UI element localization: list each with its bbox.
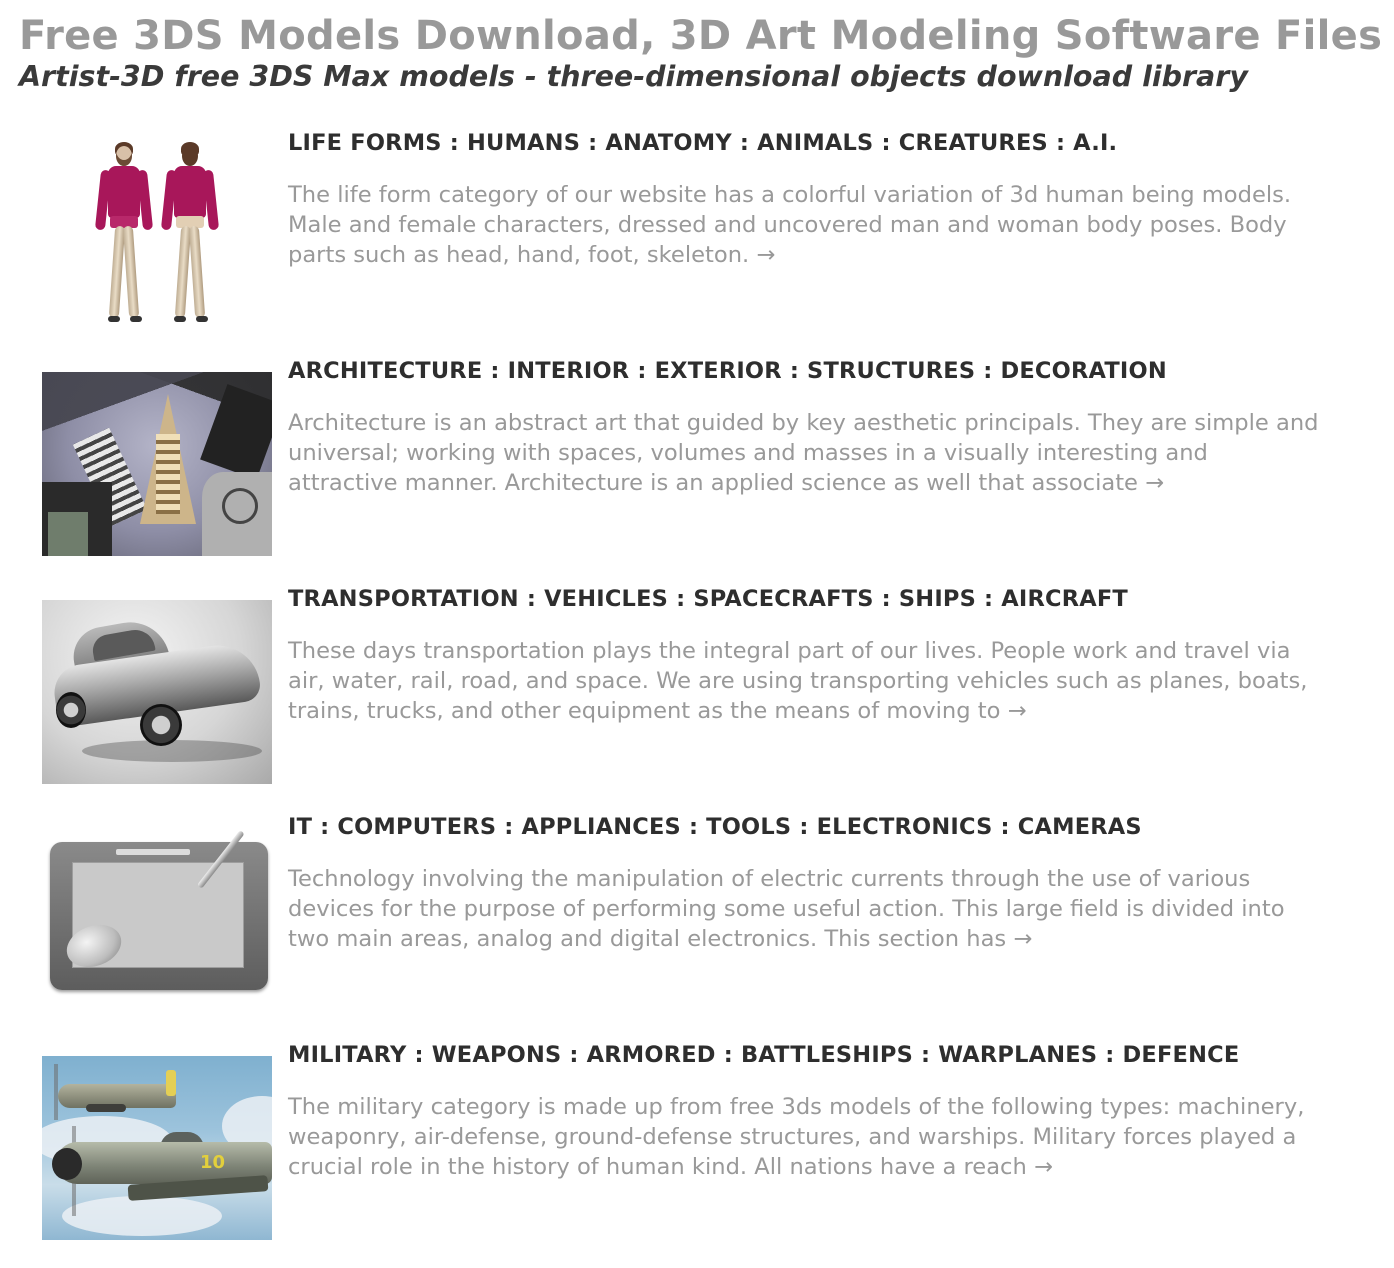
female-figure-back-icon <box>160 138 220 328</box>
category-description <box>288 1092 1392 1182</box>
category-heading-link[interactable]: IT : COMPUTERS : APPLIANCES : TOOLS : ELECTRONICS : CAMERAS <box>288 814 1142 840</box>
architecture-thumbnail[interactable] <box>42 372 272 556</box>
description-line: attractive manner. Architecture is an applied science as well that associate <box>288 470 1138 496</box>
read-more-arrow-icon[interactable]: → <box>1007 698 1027 724</box>
description-line: trains, trucks, and other equipment as the means of moving to <box>288 698 1001 724</box>
site-title: Free 3DS Models Download, 3D Art Modeling Software Files <box>19 13 1383 59</box>
description-line: parts such as head, hand, foot, skeleton. <box>288 242 750 268</box>
it-thumbnail[interactable] <box>42 822 272 1002</box>
category-heading-link[interactable]: LIFE FORMS : HUMANS : ANATOMY : ANIMALS : CREATURES : A.I. <box>288 130 1118 156</box>
skyscraper-spire-icon <box>140 394 196 524</box>
category-heading-link[interactable]: MILITARY : WEAPONS : ARMORED : BATTLESHIPS : WARPLANES : DEFENCE <box>288 1042 1240 1068</box>
description-line: devices for the purpose of performing some useful action. This large field is divided into <box>288 896 1285 922</box>
description-line: weaponry, air-defense, ground-defense structures, and warships. Military forces played a <box>288 1124 1297 1150</box>
female-figure-front-icon <box>94 138 154 328</box>
category-heading-link[interactable]: ARCHITECTURE : INTERIOR : EXTERIOR : STRUCTURES : DECORATION <box>288 358 1167 384</box>
site-subtitle: Artist-3D free 3DS Max models - three-dimensional objects download library <box>19 60 1248 93</box>
description-line: Technology involving the manipulation of electric currents through the use of various <box>288 866 1251 892</box>
description-line: These days transportation plays the integral part of our lives. People work and travel via <box>288 638 1291 664</box>
read-more-arrow-icon[interactable]: → <box>1013 926 1033 952</box>
life-forms-thumbnail[interactable] <box>42 138 272 328</box>
description-line: The military category is made up from free 3ds models of the following types: machinery, <box>288 1094 1305 1120</box>
description-line: universal; working with spaces, volumes and masses in a visually interesting and <box>288 440 1208 466</box>
read-more-arrow-icon[interactable]: → <box>1145 470 1165 496</box>
description-line: two main areas, analog and digital electronics. This section has <box>288 926 1007 952</box>
category-life-forms <box>0 128 1394 356</box>
description-line: The life form category of our website has a colorful variation of 3d human being models. <box>288 182 1292 208</box>
category-transportation <box>0 584 1394 812</box>
category-description <box>288 864 1392 954</box>
building-icon <box>200 384 272 480</box>
description-line: air, water, rail, road, and space. We are using transporting vehicles such as planes, boats, <box>288 668 1308 694</box>
description-line: Male and female characters, dressed and uncovered man and woman body poses. Body <box>288 212 1287 238</box>
category-military <box>0 1040 1394 1268</box>
category-architecture <box>0 356 1394 584</box>
category-it <box>0 812 1394 1040</box>
description-line: crucial role in the history of human kind. All nations have a reach <box>288 1154 1027 1180</box>
building-icon <box>42 482 112 556</box>
building-icon <box>202 472 272 556</box>
category-description <box>288 180 1392 270</box>
read-more-arrow-icon[interactable]: → <box>756 242 776 268</box>
description-line: Architecture is an abstract art that guided by key aesthetic principals. They are simple and <box>288 410 1319 436</box>
transportation-thumbnail[interactable] <box>42 600 272 784</box>
category-description <box>288 408 1392 498</box>
military-thumbnail[interactable]: 10 <box>42 1056 272 1240</box>
category-heading-link[interactable]: TRANSPORTATION : VEHICLES : SPACECRAFTS : SHIPS : AIRCRAFT <box>288 586 1128 612</box>
read-more-arrow-icon[interactable]: → <box>1034 1154 1053 1180</box>
category-description <box>288 636 1392 726</box>
